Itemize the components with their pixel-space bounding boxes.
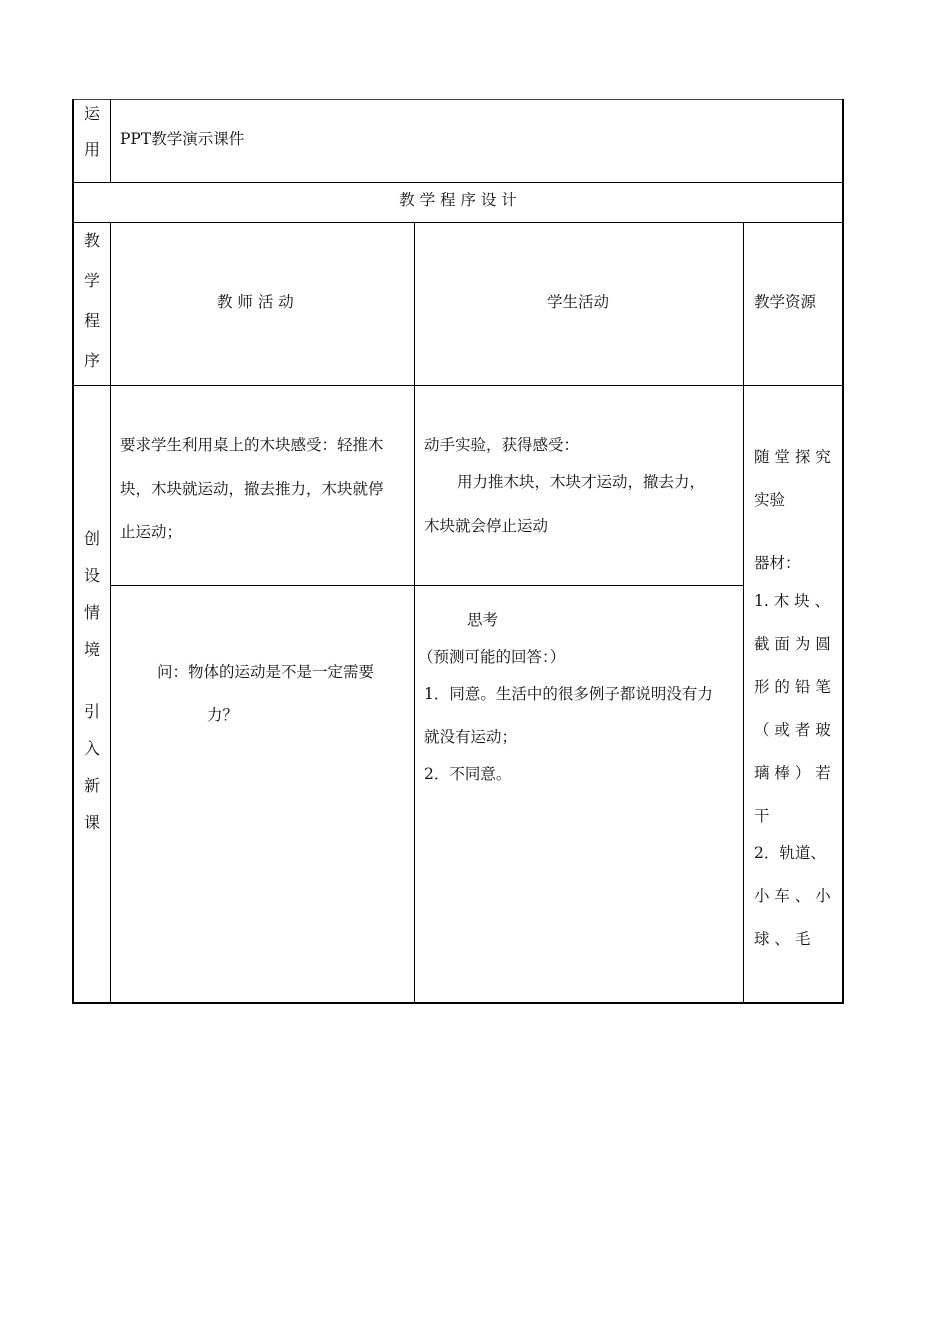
label-char: 创 — [83, 529, 100, 548]
section-title: 教 学 程 序 设 计 — [399, 191, 517, 209]
resources-line: 器材： — [754, 554, 801, 572]
resources-line: 璃 棒 ） 若 — [754, 764, 831, 782]
resources-line: （ 或 者 玻 — [754, 721, 831, 739]
row2-student-line: 1．同意。生活中的很多例子都说明没有力 — [424, 685, 713, 703]
resources-row-content: PPT教学演示课件 — [120, 130, 245, 148]
resources-line: 随 堂 探 究 — [754, 448, 831, 466]
stage-label — [74, 526, 110, 847]
col-divider-teacher — [414, 222, 415, 1003]
label-char: 境 — [83, 640, 100, 659]
resources-line: 实验 — [754, 491, 786, 509]
resources-line: 小 车 、 小 — [754, 887, 831, 905]
label-char: 用 — [83, 140, 100, 159]
row2-student-line: （预测可能的回答：） — [418, 648, 566, 666]
row1-student-line: 用力推木块，木块才运动，撤去力， — [457, 473, 706, 491]
table-top-border — [73, 99, 844, 100]
label-char: 程 — [83, 311, 100, 330]
row1-teacher-line: 块，木块就运动，撤去推力，木块就停 — [120, 480, 384, 498]
table-right-border — [842, 99, 844, 1004]
row1-student-line: 木块就会停止运动 — [424, 517, 549, 535]
header-teacher-activity: 教 师 活 动 — [217, 293, 294, 311]
label-char: 引 — [83, 702, 100, 721]
row1-teacher-line: 止运动； — [120, 523, 183, 541]
resources-line: 干 — [754, 807, 770, 825]
resources-row-label — [74, 104, 110, 160]
table-bottom-border — [72, 1002, 844, 1004]
row2-student-line: 2．不同意。 — [424, 765, 512, 783]
label-char: 新 — [83, 776, 100, 795]
row2-student-line: 思考 — [467, 611, 499, 629]
header-program-label — [74, 228, 110, 388]
col-divider-student — [743, 222, 744, 1003]
header-resources: 教学资源 — [754, 293, 817, 311]
col-divider-label — [110, 222, 111, 1003]
resources-line: 截 面 为 圆 — [754, 635, 831, 653]
row-divider-3 — [72, 385, 844, 386]
row2-teacher-line: 问：物体的运动是不是一定需要 — [157, 663, 375, 681]
label-char: 入 — [83, 739, 100, 758]
col-divider-label-top — [110, 99, 111, 183]
row-divider-1 — [72, 182, 844, 183]
label-char: 序 — [83, 351, 100, 370]
label-char: 课 — [83, 813, 100, 832]
label-char: 运 — [83, 104, 100, 123]
row-divider-4 — [111, 585, 744, 586]
row2-student-line: 就没有运动； — [424, 728, 518, 746]
row-divider-2 — [72, 222, 844, 223]
row2-teacher-line: 力？ — [207, 706, 239, 724]
label-char: 教 — [83, 231, 100, 250]
resources-line: 形 的 铅 笔 — [754, 678, 831, 696]
label-char: 设 — [83, 566, 100, 585]
label-char: 情 — [83, 603, 100, 622]
row1-student-line: 动手实验，获得感受： — [424, 436, 580, 454]
resources-line: 1. 木 块 、 — [754, 592, 831, 610]
resources-line: 球 、 毛 — [754, 930, 811, 948]
header-student-activity: 学生活动 — [547, 293, 610, 311]
row1-teacher-line: 要求学生利用桌上的木块感受：轻推木 — [120, 436, 384, 454]
resources-line: 2．轨道、 — [754, 844, 826, 862]
label-char: 学 — [83, 271, 100, 290]
